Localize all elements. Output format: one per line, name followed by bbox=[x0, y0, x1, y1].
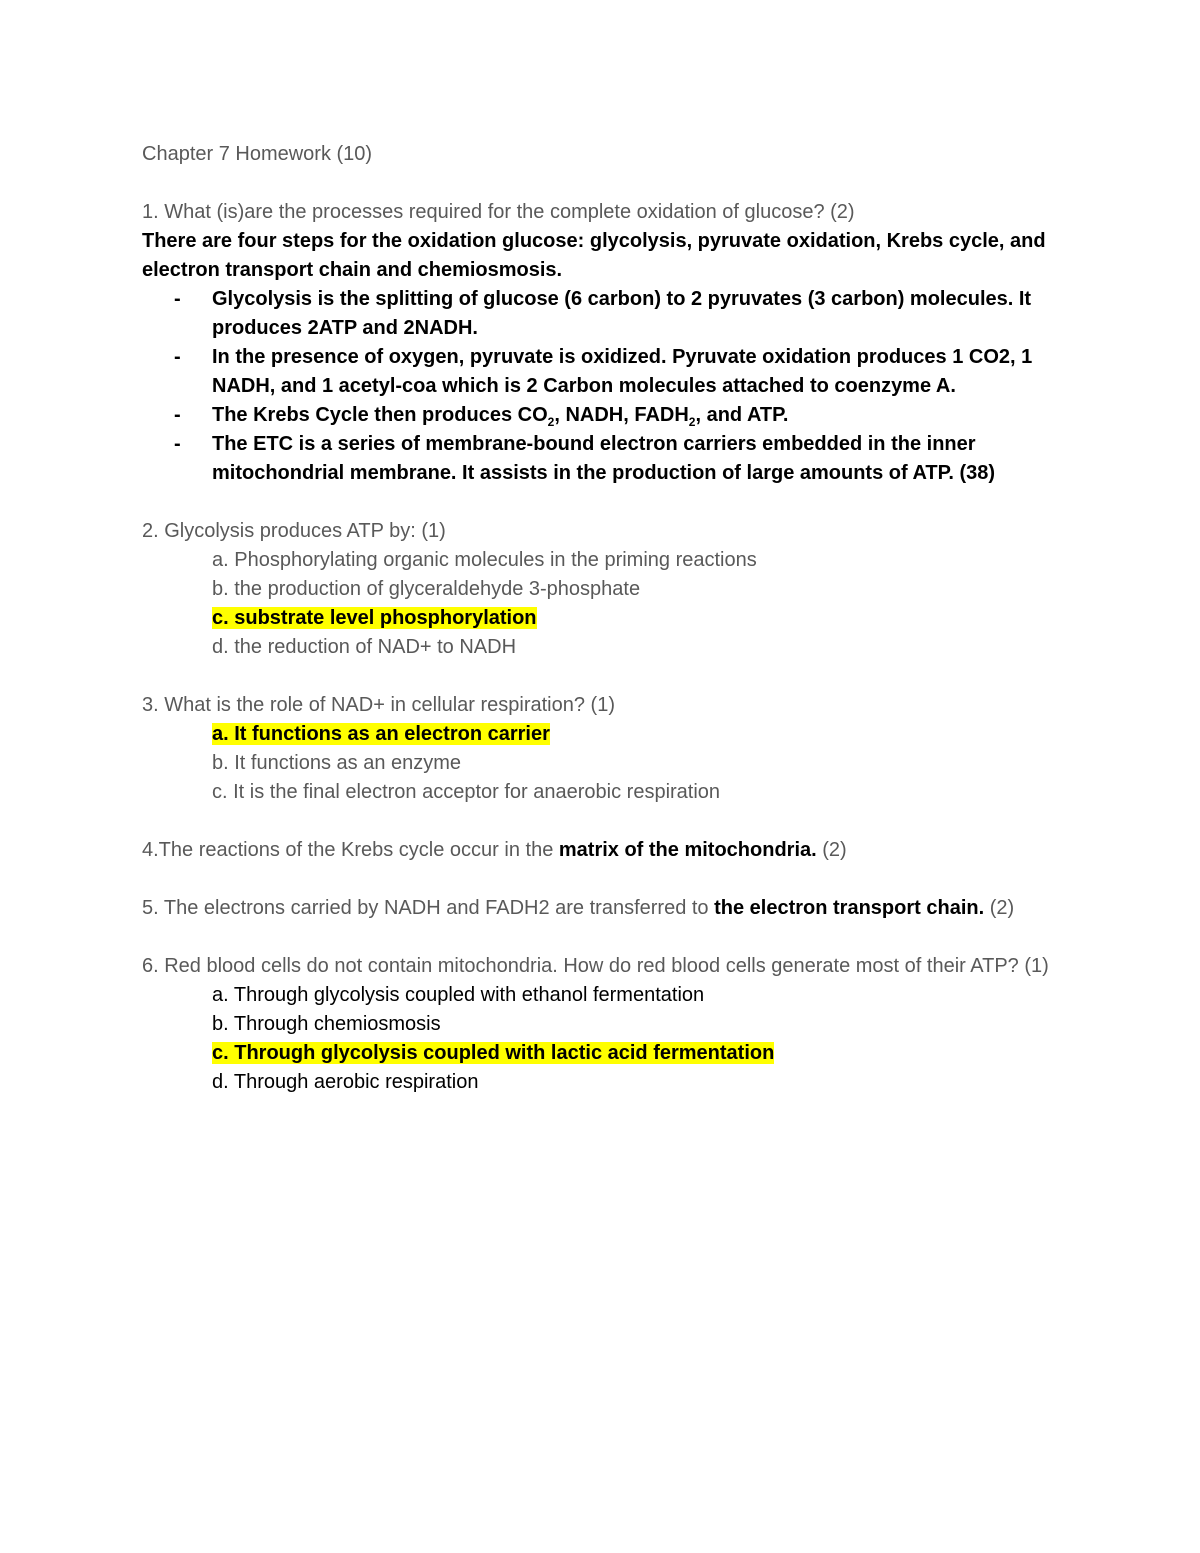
option-d: d. the reduction of NAD+ to NADH bbox=[212, 636, 517, 658]
option-c-selected bbox=[142, 604, 1072, 633]
question-3: 3. What is the role of NAD+ in cellular respiration? (1) bbox=[142, 694, 615, 716]
bullet-item bbox=[142, 430, 1072, 488]
bullet-dash: - bbox=[174, 288, 181, 310]
question-6: 6. Red blood cells do not contain mitochondria. How do red blood cells generate most of their ATP? (1) bbox=[142, 955, 1049, 977]
question-1-bullet-list bbox=[142, 285, 1072, 488]
spacer bbox=[142, 488, 1072, 517]
bullet-text-part: , NADH, FADH bbox=[554, 404, 689, 426]
highlighted-answer: a. It functions as an electron carrier bbox=[212, 723, 550, 745]
bullet-item bbox=[142, 285, 1072, 343]
question-5-suffix: (2) bbox=[984, 897, 1015, 919]
bullet-text-part: The Krebs Cycle then produces CO bbox=[212, 404, 548, 426]
option-d: d. Through aerobic respiration bbox=[212, 1071, 479, 1093]
option-a: a. Phosphorylating organic molecules in the priming reactions bbox=[212, 549, 757, 571]
option-b: b. the production of glyceraldehyde 3-phosphate bbox=[212, 578, 641, 600]
question-5-answer: the electron transport chain. bbox=[714, 897, 985, 919]
spacer bbox=[142, 662, 1072, 691]
spacer bbox=[142, 169, 1072, 198]
homework-document bbox=[142, 140, 1072, 1097]
bullet-text: In the presence of oxygen, pyruvate is oxidized. Pyruvate oxidation produces 1 CO2, 1 NADH, and 1 acetyl-coa which is 2 Carbon molecules attached to coenzyme A. bbox=[212, 346, 1033, 397]
bullet-text: Glycolysis is the splitting of glucose (6 carbon) to 2 pyruvates (3 carbon) molecules. It produces 2ATP and 2NADH. bbox=[212, 288, 1032, 339]
bullet-dash: - bbox=[174, 433, 181, 455]
spacer bbox=[142, 923, 1072, 952]
option-c: c. It is the final electron acceptor for anaerobic respiration bbox=[212, 781, 721, 803]
bullet-text-part: , and ATP. bbox=[695, 404, 789, 426]
highlighted-answer: c. substrate level phosphorylation bbox=[212, 607, 537, 629]
question-4-answer: matrix of the mitochondria. bbox=[558, 839, 817, 861]
option-a: a. Through glycolysis coupled with ethanol fermentation bbox=[212, 984, 705, 1006]
question-5-prefix: 5. The electrons carried by NADH and FADH2 are transferred to bbox=[142, 897, 715, 919]
question-5 bbox=[142, 894, 1072, 923]
question-4-prefix: 4.The reactions of the Krebs cycle occur in the bbox=[142, 839, 559, 861]
bullet-dash: - bbox=[174, 346, 181, 368]
document-title: Chapter 7 Homework (10) bbox=[142, 143, 373, 165]
option-b: b. Through chemiosmosis bbox=[212, 1013, 441, 1035]
question-2: 2. Glycolysis produces ATP by: (1) bbox=[142, 520, 446, 542]
subscript: 2 bbox=[547, 415, 555, 429]
question-1-answer: There are four steps for the oxidation glucose: glycolysis, pyruvate oxidation, Krebs cycle, and electron transport chain and chemiosmosis. bbox=[142, 230, 1046, 281]
spacer bbox=[142, 865, 1072, 894]
highlighted-answer: c. Through glycolysis coupled with lactic acid fermentation bbox=[212, 1042, 775, 1064]
bullet-text: The ETC is a series of membrane-bound electron carriers embedded in the inner mitochondrial membrane. It assists in the production of large amounts of ATP. (38) bbox=[212, 433, 996, 484]
bullet-dash: - bbox=[174, 404, 181, 426]
option-b: b. It functions as an enzyme bbox=[212, 752, 462, 774]
subscript: 2 bbox=[688, 415, 696, 429]
spacer bbox=[142, 807, 1072, 836]
option-c-selected bbox=[142, 1039, 1072, 1068]
question-1: 1. What (is)are the processes required for the complete oxidation of glucose? (2) bbox=[142, 201, 855, 223]
bullet-item bbox=[142, 401, 1072, 430]
question-4-suffix: (2) bbox=[816, 839, 847, 861]
question-4 bbox=[142, 836, 1072, 865]
bullet-item bbox=[142, 343, 1072, 401]
option-a-selected bbox=[142, 720, 1072, 749]
